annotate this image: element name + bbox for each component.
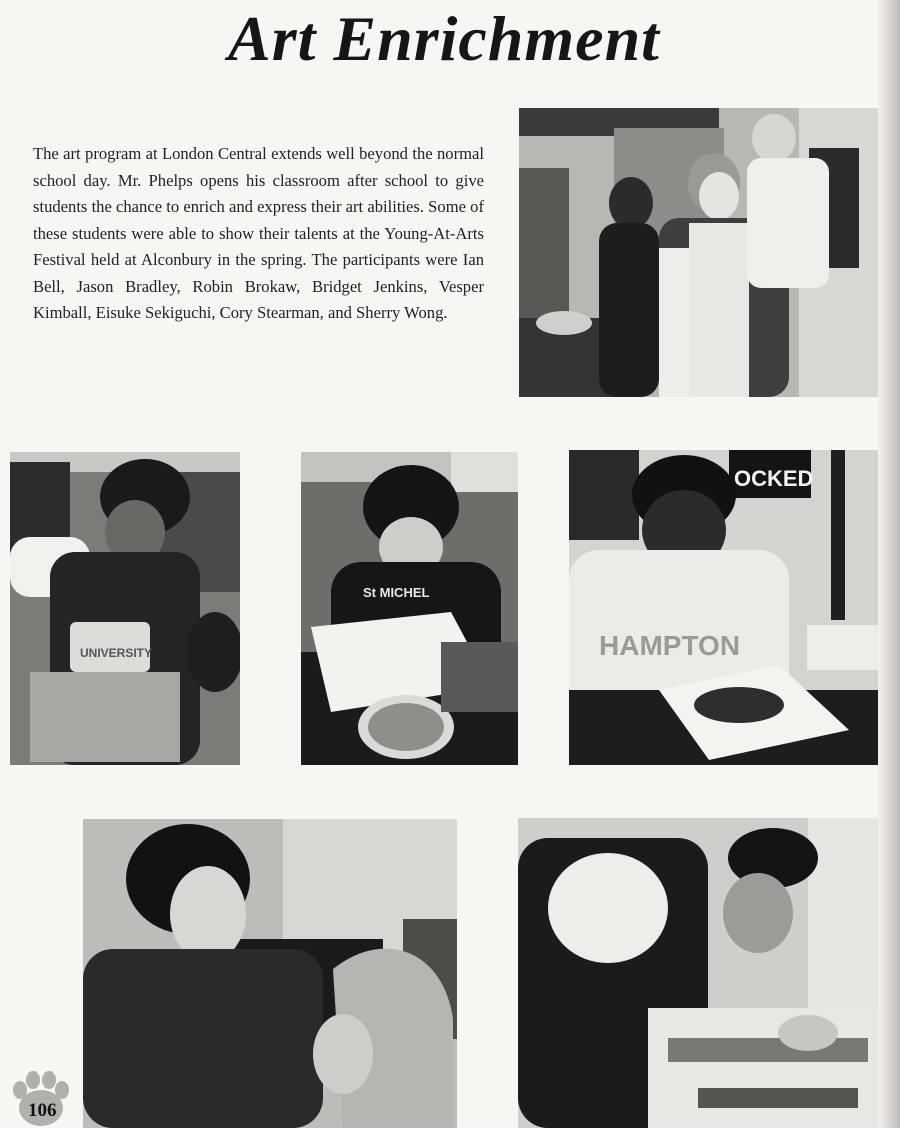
shirt-text-university: UNIVERSITY <box>80 646 153 660</box>
intro-paragraph: The art program at London Central extends well beyond the normal school day. Mr. Phelps opens his classroom after school to give students the chance to enrich and express their art abilities. Some of these students were able to show their talents at the Young-At-Arts Festival held at Alconbury in the spring. The participants were Ian Bell, Jason Bradley, Robin Brokaw, Bridget Jenkins, Vesper Kimball, Eisuke Sekiguchi, Cory Stearman, and Sherry Wong. <box>33 144 484 322</box>
photo-student-painting-cap <box>518 818 878 1128</box>
photo-student-drawing-desk <box>569 450 878 765</box>
page-binding-shadow <box>878 0 900 1128</box>
shirt-text-hampton: HAMPTON <box>599 630 741 661</box>
shirt-text-st-michel: St MICHEL <box>363 585 430 600</box>
photo-student-with-bag <box>10 452 240 765</box>
page-number: 106 <box>28 1100 57 1121</box>
wall-sign-text: OCKED <box>734 466 814 491</box>
photo-classroom-doorway <box>519 108 878 397</box>
photo-student-with-cutout <box>83 819 457 1128</box>
page-title: Art Enrichment <box>228 3 660 74</box>
photo-student-self-portrait <box>301 452 518 765</box>
